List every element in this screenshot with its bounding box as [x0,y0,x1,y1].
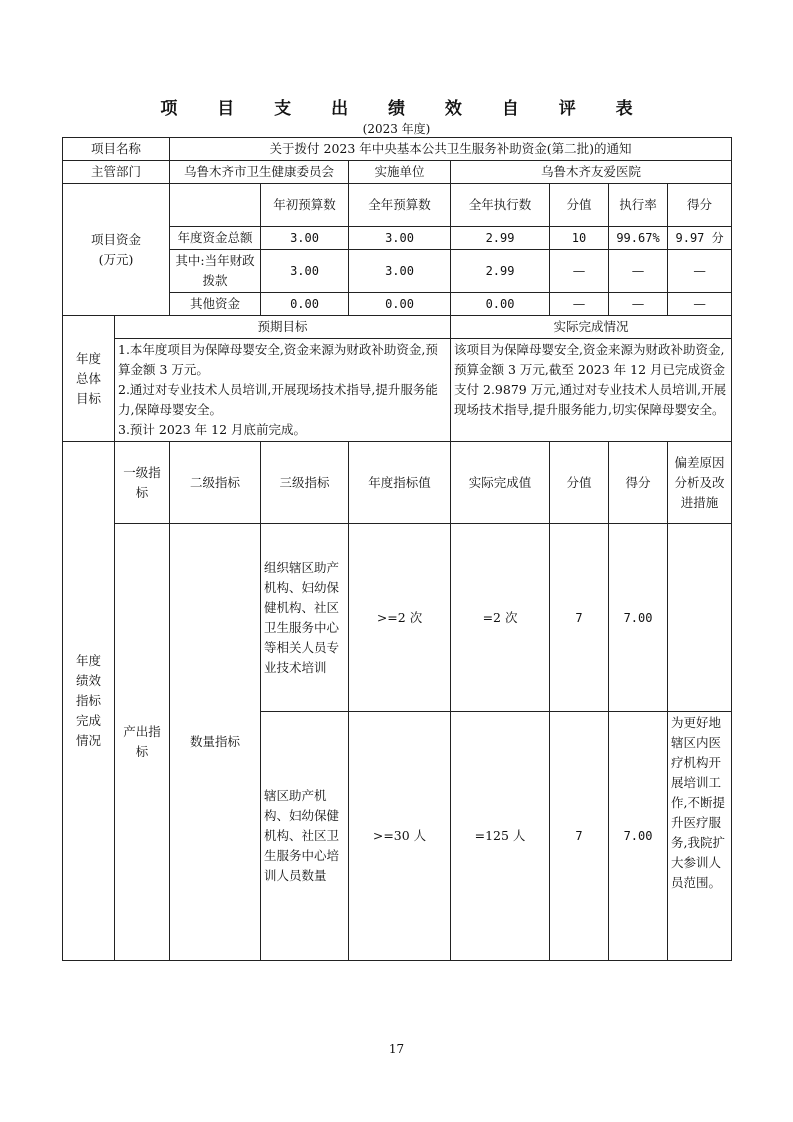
funds-header-score: 得分 [668,184,732,227]
funds-row-rate: — [609,293,668,316]
funds-header-rate: 执行率 [609,184,668,227]
funds-row-score: — [668,293,732,316]
funds-row-initial: 3.00 [261,227,349,250]
indicator-header-actual: 实际完成值 [451,442,550,524]
indicator-level2: 数量指标 [170,524,261,961]
indicator-level1: 产出指标 [115,524,170,961]
indicator-header-level3: 三级指标 [261,442,349,524]
indicator-score: 7.00 [609,524,668,712]
actual-completion-header: 实际完成情况 [451,316,732,339]
funds-header-executed: 全年执行数 [451,184,550,227]
funds-row-executed: 2.99 [451,227,550,250]
funds-header-blank [170,184,261,227]
funds-row-score: 9.97 分 [668,227,732,250]
indicator-header-deviation: 偏差原因分析及改进措施 [668,442,732,524]
overall-label: 年度 总体 目标 [63,316,115,442]
self-evaluation-table [62,137,732,961]
funds-row-annual: 3.00 [349,250,451,293]
indicator-score: 7.00 [609,712,668,961]
indicator-deviation [668,524,732,712]
funds-row-name: 其他资金 [170,293,261,316]
indicator-level3: 组织辖区助产机构、妇幼保健机构、社区卫生服务中心等相关人员专业技术培训 [261,524,349,712]
funds-header-score-value: 分值 [550,184,609,227]
project-name-value: 关于拨付 2023 年中央基本公共卫生服务补助资金(第二批)的通知 [170,138,732,161]
indicator-actual: =2 次 [451,524,550,712]
funds-row-score-value: — [550,293,609,316]
document-title: 项 目 支 出 绩 效 自 评 表 [160,99,650,119]
funds-row-annual: 3.00 [349,227,451,250]
indicator-actual: =125 人 [451,712,550,961]
indicators-label: 年度 绩效 指标 完成 情况 [63,442,115,961]
funds-row-score-value: 10 [550,227,609,250]
dept-value: 乌鲁木齐市卫生健康委员会 [170,161,349,184]
funds-header-annual: 全年预算数 [349,184,451,227]
indicator-score-value: 7 [550,524,609,712]
unit-label: 实施单位 [349,161,451,184]
funds-row-rate: — [609,250,668,293]
funds-row-score-value: — [550,250,609,293]
actual-completion-text: 该项目为保障母婴安全,资金来源为财政补助资金,预算金额 3 万元,截至 2023 年 12 月已完成资金支付 2.9879 万元,通过对专业技术人员培训,开展现场技术指导,提升服务能力,切实保障母婴安全。 [451,339,732,442]
funds-row-name: 其中:当年财政拨款 [170,250,261,293]
funds-row-name: 年度资金总额 [170,227,261,250]
page-number: 17 [388,1042,405,1056]
project-name-label: 项目名称 [63,138,170,161]
funds-label: 项目资金 (万元) [63,184,170,316]
funds-header-initial: 年初预算数 [261,184,349,227]
funds-row-executed: 2.99 [451,250,550,293]
indicator-target: >=30 人 [349,712,451,961]
indicator-score-value: 7 [550,712,609,961]
indicator-header-score: 得分 [609,442,668,524]
indicator-header-target: 年度指标值 [349,442,451,524]
funds-row-executed: 0.00 [451,293,550,316]
indicator-header-level1: 一级指标 [115,442,170,524]
unit-value: 乌鲁木齐友爱医院 [451,161,732,184]
funds-row-initial: 3.00 [261,250,349,293]
indicator-level3: 辖区助产机构、妇幼保健机构、社区卫生服务中心培训人员数量 [261,712,349,961]
indicator-header-level2: 二级指标 [170,442,261,524]
dept-label: 主管部门 [63,161,170,184]
funds-row-annual: 0.00 [349,293,451,316]
document-year: (2023 年度) [362,122,431,136]
expected-target-text: 1.本年度项目为保障母婴安全,资金来源为财政补助资金,预算金额 3 万元。 2.通过对专业技术人员培训,开展现场技术指导,提升服务能力,保障母婴安全。 3.预计 2023 年 12 月底前完成。 [115,339,451,442]
indicator-target: >=2 次 [349,524,451,712]
indicator-header-score-value: 分值 [550,442,609,524]
expected-target-header: 预期目标 [115,316,451,339]
funds-row-score: — [668,250,732,293]
funds-row-rate: 99.67% [609,227,668,250]
funds-row-initial: 0.00 [261,293,349,316]
indicator-deviation: 为更好地辖区内医疗机构开展培训工作,不断提升医疗服务,我院扩大参训人员范围。 [668,712,732,961]
